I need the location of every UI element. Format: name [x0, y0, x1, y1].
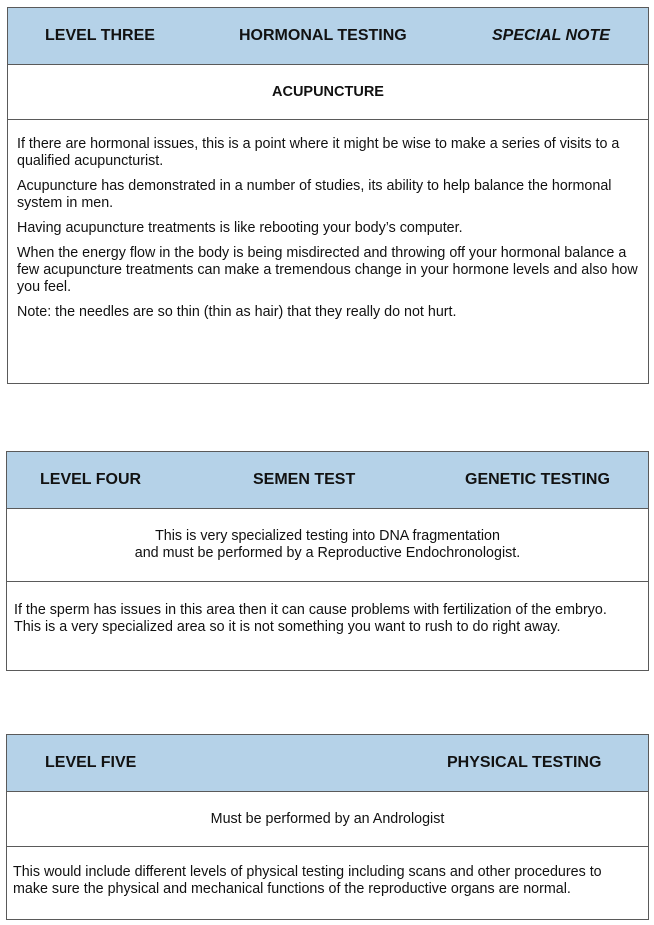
level-four-test-title: SEMEN TEST — [253, 471, 356, 488]
subheader-line: and must be performed by a Reproductive Endochronologist. — [134, 545, 521, 561]
level-five-section — [6, 734, 649, 920]
level-four-header — [7, 452, 648, 509]
level-four-label: LEVEL FOUR — [40, 471, 142, 488]
level-four-genetic-testing: GENETIC TESTING — [465, 471, 610, 488]
level-three-header — [8, 8, 648, 65]
level-three-subheader: ACUPUNCTURE — [8, 65, 648, 120]
level-three-section — [7, 7, 649, 384]
paragraph: Having acupuncture treatments is like rebooting your body’s computer. — [17, 220, 463, 236]
subheader-line: This is very specialized testing into DNA fragmentation — [155, 528, 500, 544]
level-five-body — [7, 847, 648, 898]
level-five-label: LEVEL FIVE — [45, 754, 137, 771]
level-three-special-note: SPECIAL NOTE — [492, 27, 610, 44]
level-three-body — [8, 120, 648, 321]
paragraph: If there are hormonal issues, this is a point where it might be wise to make a series of visits to a qualified acupuncturist. — [17, 136, 620, 169]
level-three-test-title: HORMONAL TESTING — [239, 27, 407, 44]
level-five-physical-testing: PHYSICAL TESTING — [447, 754, 602, 771]
paragraph: Acupuncture has demonstrated in a number of studies, its ability to help balance the hormonal system in men. — [17, 178, 612, 211]
level-four-subheader — [7, 509, 648, 582]
level-five-header — [7, 735, 648, 792]
paragraph: Note: the needles are so thin (thin as hair) that they really do not hurt. — [17, 304, 457, 320]
level-three-label: LEVEL THREE — [45, 27, 155, 44]
level-four-section — [6, 451, 649, 671]
paragraph: If the sperm has issues in this area then it can cause problems with fertilization of the embryo. This is a very specialized area so it is not something you want to rush to do right away. — [14, 602, 607, 635]
level-four-body — [7, 582, 648, 636]
paragraph: This would include different levels of physical testing including scans and other procedures to make sure the physical and mechanical functions of the reproductive organs are normal. — [13, 864, 602, 897]
paragraph: When the energy flow in the body is being misdirected and throwing off your hormonal balance a few acupuncture treatments can make a tremendous change in your hormone levels and also how you feel. — [17, 245, 638, 295]
level-five-subheader: Must be performed by an Andrologist — [7, 792, 648, 847]
